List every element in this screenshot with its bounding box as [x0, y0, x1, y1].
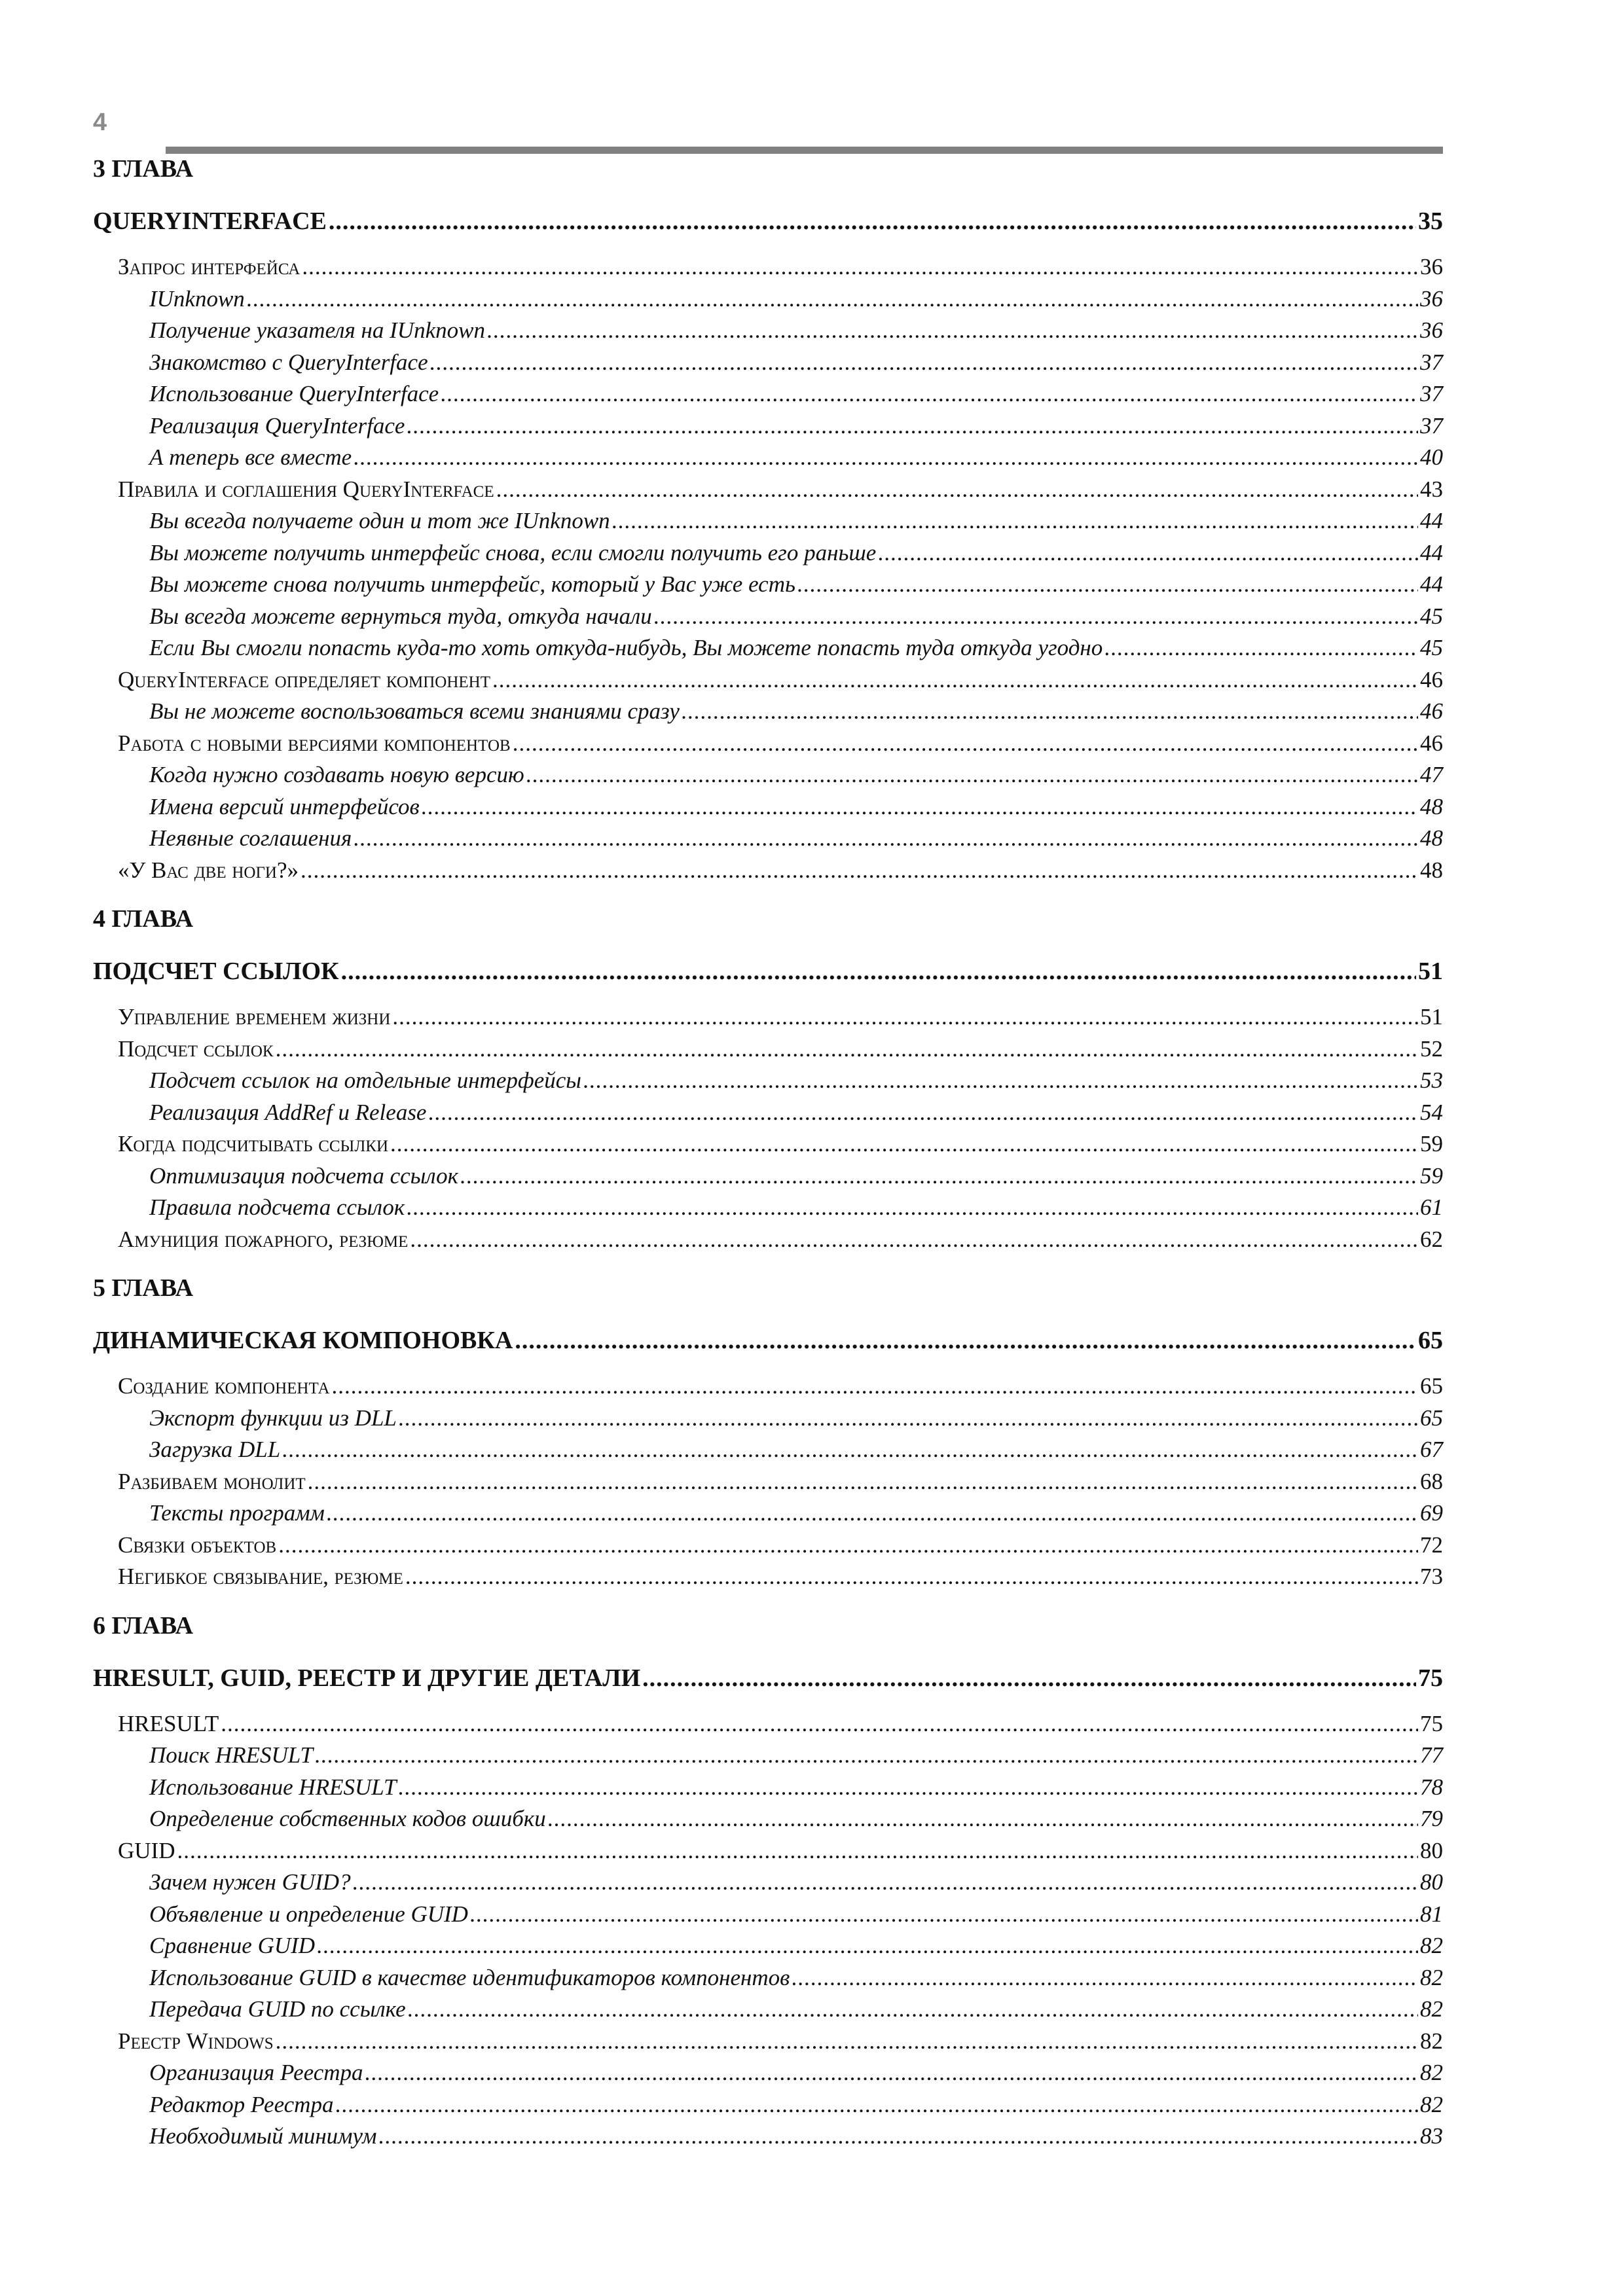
dot-leader	[177, 1835, 1418, 1867]
entry-title: Неявные соглашения	[149, 825, 352, 851]
dot-leader	[441, 378, 1418, 410]
dot-leader	[792, 1962, 1418, 1994]
entry-page: 82	[1420, 1996, 1443, 2022]
entry-title: Когда подсчитывать ссылки	[118, 1131, 389, 1157]
chapter-title: ПОДСЧЕТ ССЫЛОК	[93, 958, 339, 985]
entry-title: QueryInterface определяет компонент	[118, 666, 490, 692]
dot-leader	[315, 1740, 1418, 1772]
page-number: 4	[93, 109, 107, 136]
dot-leader	[408, 1994, 1418, 2026]
entry-page: 80	[1420, 1837, 1443, 1863]
dot-leader	[278, 1530, 1418, 1562]
dot-leader	[612, 505, 1418, 537]
entry-title: Правила и соглашения QueryInterface	[118, 476, 494, 502]
entry-title: Когда нужно создавать новую версию	[149, 762, 524, 787]
chapter-heading: 4 ГЛАВА	[93, 905, 194, 933]
entry-title: Знакомство с QueryInterface	[149, 349, 428, 375]
entry-title: Реестр Windows	[118, 2028, 274, 2054]
entry-title: Запрос интерфейса	[118, 254, 301, 279]
toc-section[interactable]	[93, 1371, 1443, 1403]
toc-subsection[interactable]	[93, 1065, 1443, 1097]
entry-title: Получение указателя на IUnknown	[149, 317, 485, 343]
toc-section[interactable]	[93, 728, 1443, 760]
toc-subsection[interactable]	[93, 2057, 1443, 2089]
entry-page: 40	[1420, 444, 1443, 470]
toc-section[interactable]	[93, 1530, 1443, 1562]
entry-page: 36	[1420, 285, 1443, 312]
entry-title: Редактор Реестра	[149, 2091, 334, 2117]
toc-section[interactable]	[93, 1224, 1443, 1256]
entry-title: Амуниция пожарного, резюме	[118, 1226, 409, 1252]
dot-leader	[276, 1033, 1418, 1066]
toc-section[interactable]	[93, 1835, 1443, 1867]
dot-leader	[365, 2057, 1418, 2089]
chapter-heading: 5 ГЛАВА	[93, 1274, 194, 1302]
entry-page: 82	[1420, 2091, 1443, 2117]
entry-page: 54	[1420, 1099, 1443, 1125]
toc-section[interactable]	[93, 1708, 1443, 1740]
toc-subsection[interactable]	[93, 569, 1443, 601]
dot-leader	[221, 1708, 1418, 1740]
dot-leader	[407, 1192, 1418, 1224]
dot-leader	[308, 1466, 1418, 1498]
entry-page: 69	[1420, 1500, 1443, 1526]
entry-page: 77	[1420, 1742, 1443, 1768]
chapter-title: ДИНАМИЧЕСКАЯ КОМПОНОВКА	[93, 1327, 513, 1354]
dot-leader	[329, 203, 1416, 240]
dot-leader	[390, 1128, 1418, 1160]
entry-title: Если Вы смогли попасть куда-то хоть откуда-нибудь, Вы можете попасть туда откуда угодно	[149, 635, 1103, 660]
dot-leader	[410, 1224, 1418, 1256]
dot-leader	[399, 1403, 1418, 1435]
dot-leader	[422, 791, 1418, 823]
entry-page: 37	[1420, 349, 1443, 375]
chapter-title-row[interactable]	[93, 203, 1443, 240]
entry-title: Экспорт функции из DLL	[149, 1405, 397, 1431]
toc-subsection[interactable]	[93, 442, 1443, 474]
toc-subsection[interactable]	[93, 1803, 1443, 1835]
toc-subsection[interactable]	[93, 696, 1443, 728]
entry-title: Разбиваем монолит	[118, 1468, 306, 1494]
entry-title: Зачем нужен GUID?	[149, 1869, 351, 1895]
entry-page: 53	[1420, 1067, 1443, 1093]
entry-title: Реализация AddRef и Release	[149, 1099, 427, 1125]
dot-leader	[317, 1930, 1418, 1962]
dot-leader	[276, 2026, 1418, 2058]
entry-title: Вы можете получить интерфейс снова, если смогли получить его раньше	[149, 539, 877, 565]
dot-leader	[460, 1160, 1418, 1193]
chapter-title-row[interactable]	[93, 1660, 1443, 1696]
entry-title: «У Вас две ноги?»	[118, 857, 299, 883]
chapter-page: 75	[1418, 1664, 1443, 1692]
dot-leader	[407, 410, 1418, 442]
toc-subsection[interactable]	[93, 601, 1443, 633]
dot-leader	[487, 315, 1418, 347]
dot-leader	[515, 1322, 1416, 1359]
toc-subsection[interactable]	[93, 1772, 1443, 1804]
entry-title: Использование GUID в качестве идентификаторов компонентов	[149, 1964, 790, 1990]
toc-subsection[interactable]	[93, 410, 1443, 442]
entry-page: 48	[1420, 857, 1443, 883]
dot-leader	[332, 1371, 1418, 1403]
toc-subsection[interactable]	[93, 1930, 1443, 1962]
entry-page: 36	[1420, 317, 1443, 343]
dot-leader	[526, 759, 1418, 791]
entry-title: Связки объектов	[118, 1532, 277, 1558]
toc-section[interactable]	[93, 1561, 1443, 1593]
entry-page: 72	[1420, 1532, 1443, 1558]
entry-title: Поиск HRESULT	[149, 1742, 313, 1768]
entry-page: 73	[1420, 1564, 1443, 1589]
toc-section[interactable]	[93, 1001, 1443, 1033]
entry-title: А теперь все вместе	[149, 444, 352, 470]
toc-section[interactable]	[93, 664, 1443, 696]
entry-page: 61	[1420, 1194, 1443, 1220]
dot-leader	[301, 855, 1418, 887]
toc-subsection[interactable]	[93, 1403, 1443, 1435]
dot-leader	[335, 2089, 1418, 2121]
entry-page: 44	[1420, 539, 1443, 565]
entry-page: 46	[1420, 666, 1443, 692]
dot-leader	[492, 664, 1418, 696]
toc-subsection[interactable]	[93, 2121, 1443, 2153]
toc-subsection[interactable]	[93, 283, 1443, 315]
entry-title: HRESULT	[118, 1710, 219, 1736]
toc-subsection[interactable]	[93, 1434, 1443, 1466]
toc-subsection[interactable]	[93, 632, 1443, 664]
entry-page: 59	[1420, 1131, 1443, 1157]
entry-title: Вы можете снова получить интерфейс, который у Вас уже есть	[149, 571, 795, 597]
dot-leader	[405, 1561, 1418, 1593]
dot-leader	[682, 696, 1418, 728]
entry-page: 75	[1420, 1710, 1443, 1736]
entry-page: 45	[1420, 635, 1443, 660]
entry-page: 48	[1420, 825, 1443, 851]
dot-leader	[428, 1097, 1418, 1129]
entry-page: 65	[1420, 1373, 1443, 1399]
entry-title: Негибкое связывание, резюме	[118, 1564, 403, 1589]
chapter-title: HRESULT, GUID, РЕЕСТР И ДРУГИЕ ДЕТАЛИ	[93, 1664, 641, 1692]
chapter-page: 35	[1418, 207, 1443, 235]
dot-leader	[282, 1434, 1418, 1466]
dot-leader	[878, 537, 1418, 569]
entry-page: 37	[1420, 412, 1443, 439]
entry-page: 81	[1420, 1901, 1443, 1927]
entry-page: 82	[1420, 2028, 1443, 2054]
entry-title: Объявление и определение GUID	[149, 1901, 468, 1927]
entry-title: Подсчет ссылок	[118, 1035, 274, 1062]
entry-page: 44	[1420, 571, 1443, 597]
toc-subsection[interactable]	[93, 1097, 1443, 1129]
toc-section[interactable]	[93, 1033, 1443, 1066]
dot-leader	[341, 953, 1416, 990]
entry-page: 68	[1420, 1468, 1443, 1494]
entry-title: Работа с новыми версиями компонентов	[118, 730, 511, 756]
dot-leader	[327, 1498, 1418, 1530]
toc-subsection[interactable]	[93, 1899, 1443, 1931]
toc-subsection[interactable]	[93, 315, 1443, 347]
entry-page: 83	[1420, 2123, 1443, 2149]
entry-page: 48	[1420, 793, 1443, 819]
entry-page: 37	[1420, 381, 1443, 406]
entry-page: 44	[1420, 508, 1443, 533]
toc-section[interactable]	[93, 2026, 1443, 2058]
dot-leader	[398, 1772, 1418, 1804]
entry-page: 52	[1420, 1035, 1443, 1062]
entry-page: 36	[1420, 254, 1443, 279]
dot-leader	[354, 442, 1418, 474]
toc-section[interactable]	[93, 1466, 1443, 1498]
entry-title: Загрузка DLL	[149, 1437, 281, 1462]
dot-leader	[379, 2121, 1418, 2153]
dot-leader	[392, 1001, 1418, 1033]
entry-page: 47	[1420, 762, 1443, 787]
entry-page: 62	[1420, 1226, 1443, 1252]
entry-title: Подсчет ссылок на отдельные интерфейсы	[149, 1067, 581, 1093]
chapter-page: 65	[1418, 1327, 1443, 1354]
toc-subsection[interactable]	[93, 1962, 1443, 1994]
entry-page: 82	[1420, 1964, 1443, 1990]
toc-subsection[interactable]	[93, 2089, 1443, 2121]
dot-leader	[548, 1803, 1418, 1835]
dot-leader	[513, 728, 1418, 760]
dot-leader	[583, 1065, 1418, 1097]
toc-subsection[interactable]	[93, 1994, 1443, 2026]
entry-title: Реализация QueryInterface	[149, 412, 405, 439]
entry-title: Правила подсчета ссылок	[149, 1194, 405, 1220]
entry-title: Вы не можете воспользоваться всеми знаниями сразу	[149, 698, 680, 724]
entry-page: 46	[1420, 698, 1443, 724]
toc-subsection[interactable]	[93, 537, 1443, 569]
dot-leader	[797, 569, 1418, 601]
toc-subsection[interactable]	[93, 759, 1443, 791]
dot-leader	[430, 347, 1418, 379]
entry-title: Организация Реестра	[149, 2060, 363, 2085]
dot-leader	[470, 1899, 1418, 1931]
entry-title: Передача GUID по ссылке	[149, 1996, 406, 2022]
entry-page: 43	[1420, 476, 1443, 502]
entry-page: 46	[1420, 730, 1443, 756]
dot-leader	[302, 251, 1418, 283]
entry-title: Использование QueryInterface	[149, 381, 439, 406]
chapter-page: 51	[1418, 958, 1443, 985]
dot-leader	[1104, 632, 1418, 664]
entry-title: Определение собственных кодов ошибки	[149, 1806, 546, 1831]
toc-subsection[interactable]	[93, 1740, 1443, 1772]
entry-page: 45	[1420, 603, 1443, 629]
chapter-title-row[interactable]	[93, 953, 1443, 990]
toc-subsection[interactable]	[93, 347, 1443, 379]
chapter-title-row[interactable]	[93, 1322, 1443, 1359]
entry-title: Вы всегда можете вернуться туда, откуда начали	[149, 603, 652, 629]
dot-leader	[247, 283, 1418, 315]
table-of-contents	[93, 151, 1443, 2153]
entry-title: Тексты программ	[149, 1500, 325, 1526]
entry-title: Управление временем жизни	[118, 1004, 391, 1030]
toc-subsection[interactable]	[93, 1867, 1443, 1899]
entry-page: 78	[1420, 1774, 1443, 1800]
chapter-title: QUERYINTERFACE	[93, 207, 327, 235]
toc-subsection[interactable]	[93, 1192, 1443, 1224]
entry-page: 51	[1420, 1004, 1443, 1030]
toc-section[interactable]	[93, 855, 1443, 887]
dot-leader	[496, 474, 1418, 506]
entry-title: Использование HRESULT	[149, 1774, 397, 1800]
entry-page: 80	[1420, 1869, 1443, 1895]
toc-subsection[interactable]	[93, 791, 1443, 823]
entry-page: 59	[1420, 1162, 1443, 1189]
entry-title: GUID	[118, 1837, 175, 1863]
chapter-heading: 3 ГЛАВА	[93, 155, 194, 183]
entry-page: 65	[1420, 1405, 1443, 1431]
entry-title: Необходимый минимум	[149, 2123, 377, 2149]
toc-subsection[interactable]	[93, 378, 1443, 410]
entry-page: 82	[1420, 1933, 1443, 1958]
toc-section[interactable]	[93, 474, 1443, 506]
toc-subsection[interactable]	[93, 1160, 1443, 1193]
toc-subsection[interactable]	[93, 505, 1443, 537]
entry-title: Оптимизация подсчета ссылок	[149, 1162, 458, 1189]
dot-leader	[353, 1867, 1418, 1899]
dot-leader	[354, 823, 1418, 855]
toc-subsection[interactable]	[93, 1498, 1443, 1530]
entry-page: 82	[1420, 2060, 1443, 2085]
dot-leader	[654, 601, 1418, 633]
entry-title: IUnknown	[149, 285, 245, 312]
entry-title: Создание компонента	[118, 1373, 330, 1399]
toc-section[interactable]	[93, 251, 1443, 283]
entry-title: Сравнение GUID	[149, 1933, 316, 1958]
toc-subsection[interactable]	[93, 823, 1443, 855]
entry-page: 79	[1420, 1806, 1443, 1831]
dot-leader	[642, 1660, 1416, 1696]
entry-title: Вы всегда получаете один и тот же IUnknown	[149, 508, 610, 533]
chapter-heading: 6 ГЛАВА	[93, 1611, 194, 1640]
entry-title: Имена версий интерфейсов	[149, 793, 420, 819]
entry-page: 67	[1420, 1437, 1443, 1462]
toc-section[interactable]	[93, 1128, 1443, 1160]
